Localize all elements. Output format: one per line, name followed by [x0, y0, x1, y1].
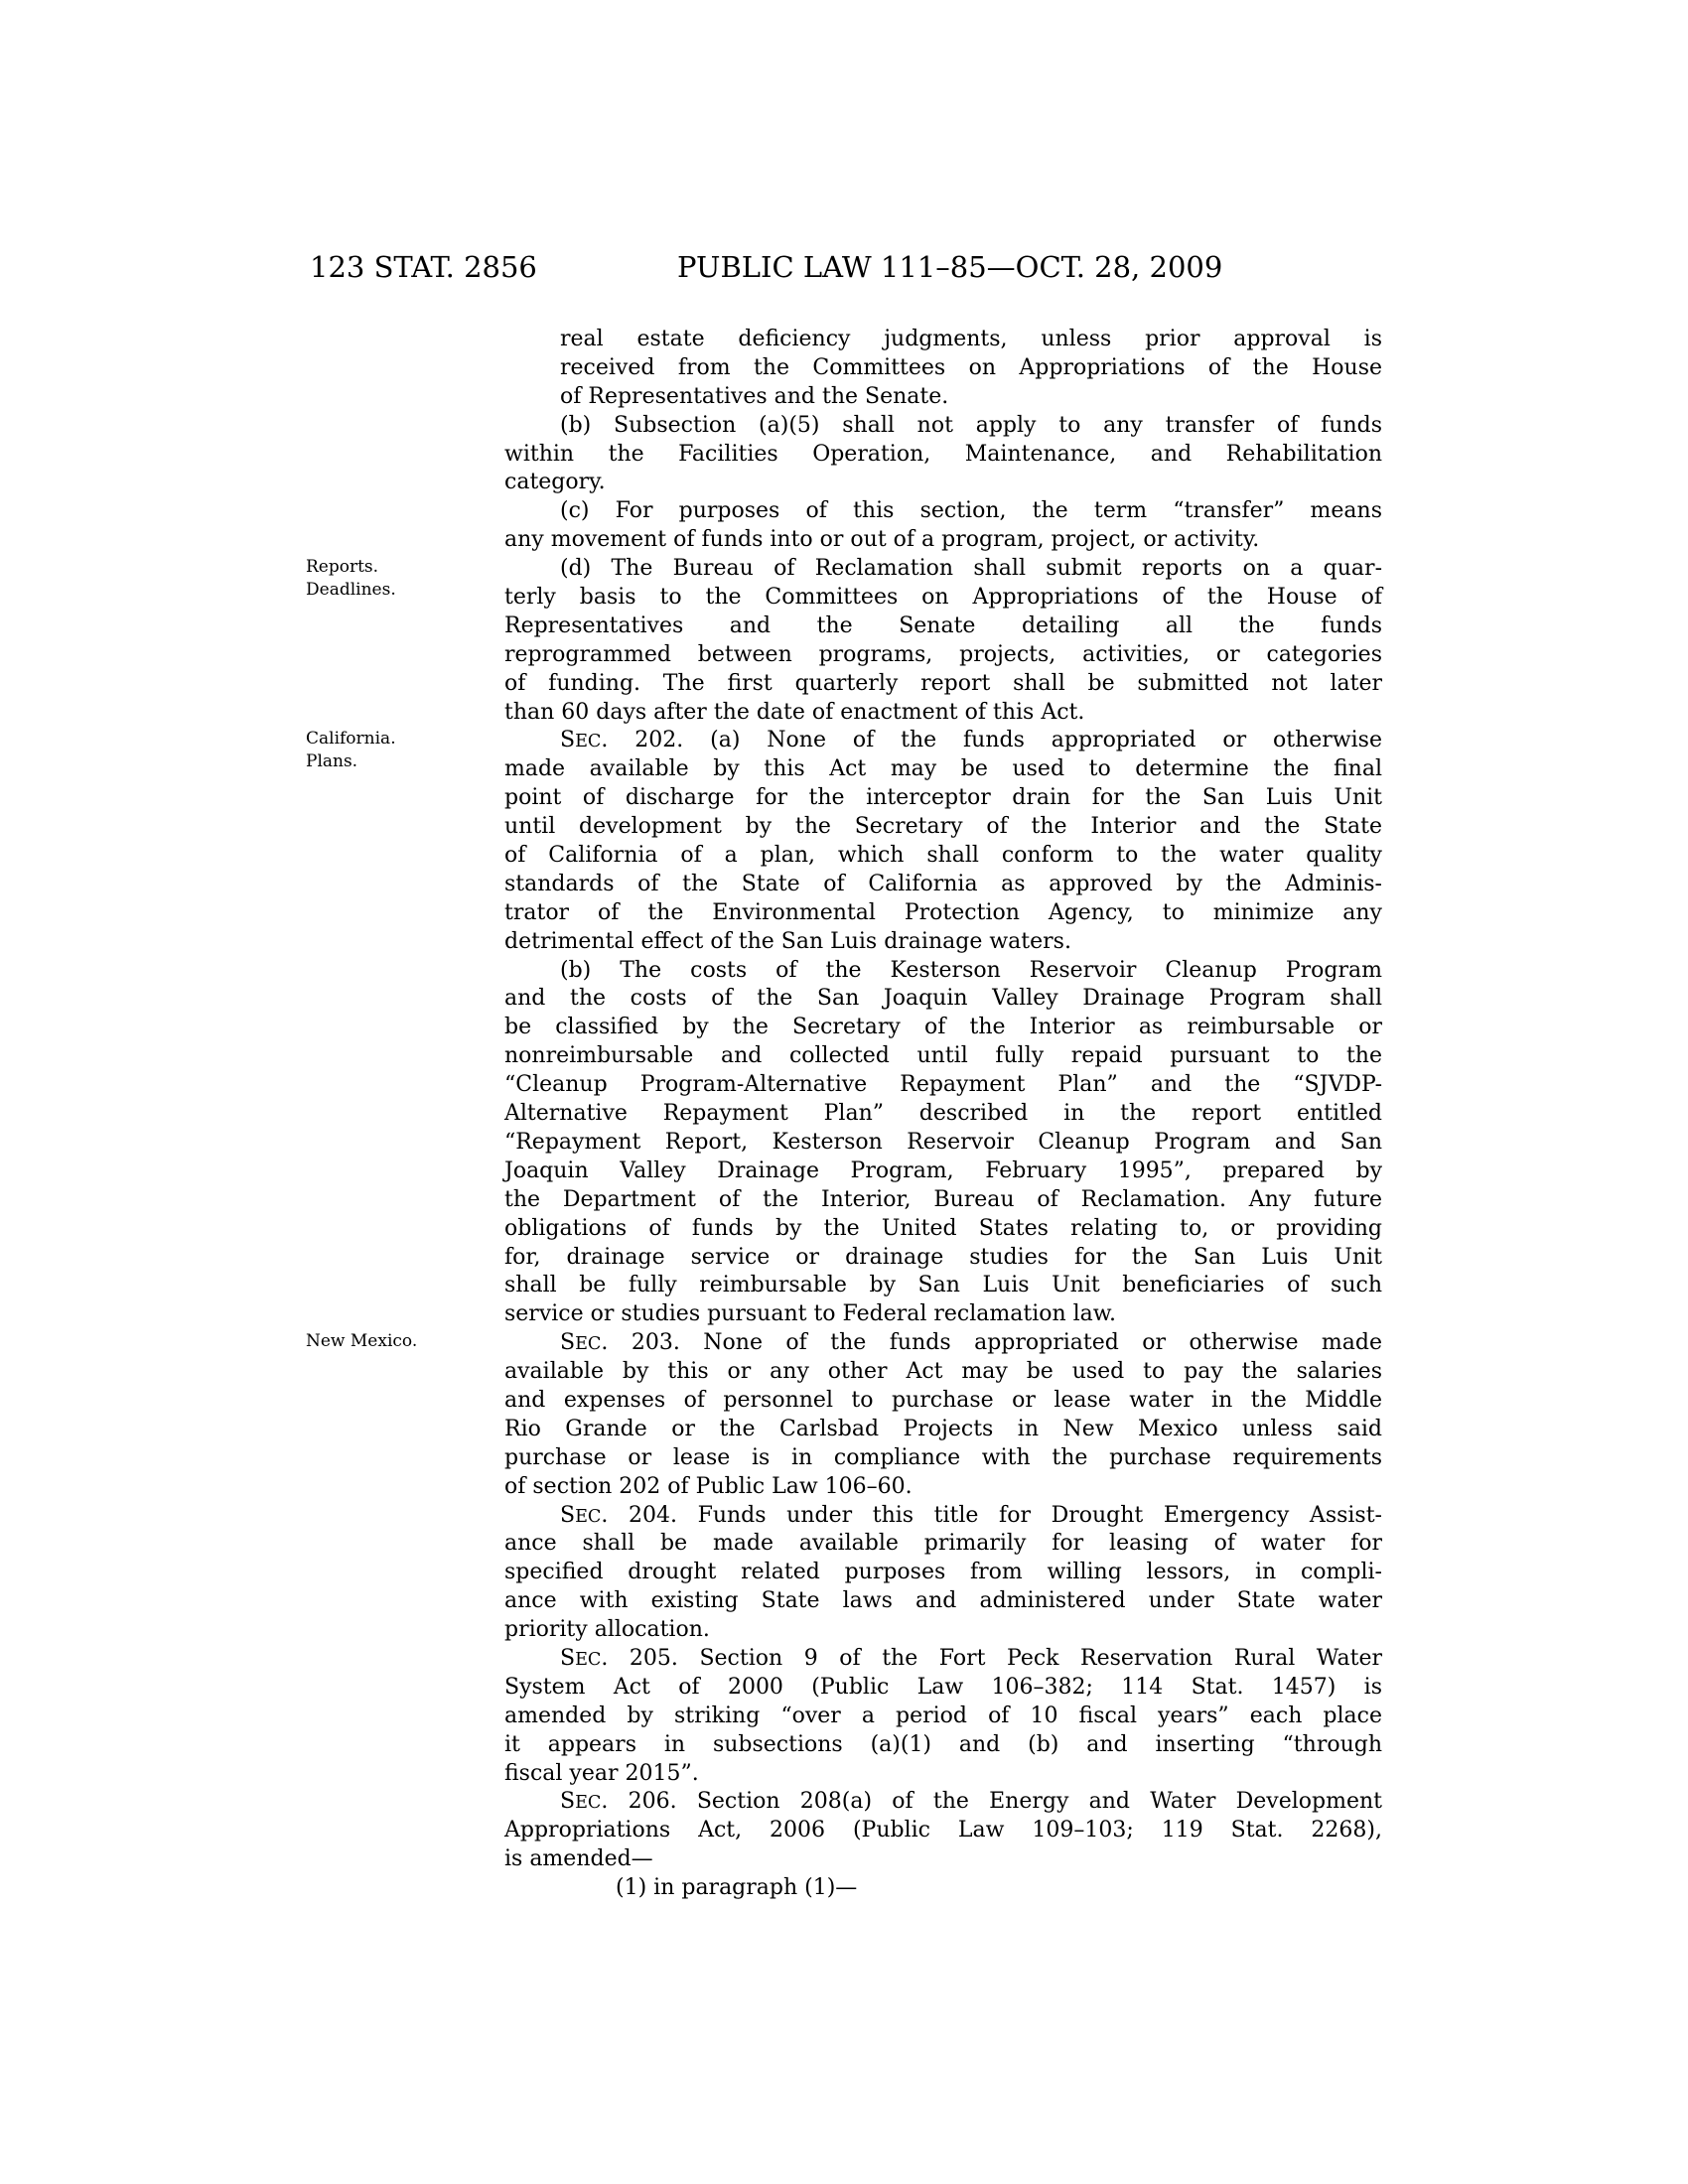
text-line: standards of the State of California as approved by the Adminis-	[504, 871, 1382, 896]
text-line: of Representatives and the Senate.	[560, 383, 949, 409]
text-line: until development by the Secretary of the Interior and the State	[504, 814, 1382, 840]
text-line: any movement of funds into or out of a program, project, or activity.	[504, 527, 1260, 553]
text-line: (1) in paragraph (1)—	[616, 1875, 858, 1901]
text-line: “Repayment Report, Kesterson Reservoir Cleanup Program and San	[504, 1129, 1382, 1155]
text-line: Appropriations Act, 2006 (Public Law 109–103; 119 Stat. 2268),	[504, 1818, 1382, 1843]
text-line: fiscal year 2015”.	[504, 1760, 699, 1786]
text-line: (d) The Bureau of Reclamation shall submit reports on a quar-	[560, 556, 1382, 582]
margin-note-california-plans	[306, 728, 499, 773]
text-line: (c) For purposes of this section, the term “transfer” means	[560, 498, 1382, 524]
text-line: shall be fully reimbursable by San Luis Unit beneficiaries of such	[504, 1273, 1382, 1298]
text-line: priority allocation.	[504, 1617, 710, 1643]
text-line: Rio Grande or the Carlsbad Projects in New Mexico unless said	[504, 1416, 1382, 1441]
text-line: of section 202 of Public Law 106–60.	[504, 1473, 913, 1499]
paragraph	[504, 957, 1382, 1330]
statute-body-text	[504, 326, 1382, 1903]
text-line: category.	[504, 470, 606, 495]
text-line: SEC. 203. None of the funds appropriated or otherwise made	[560, 1330, 1382, 1356]
text-line: ance shall be made available primarily for leasing of water for	[504, 1531, 1382, 1557]
text-line: within the Facilities Operation, Maintenance, and Rehabilitation	[504, 441, 1382, 467]
text-line: SEC. 205. Section 9 of the Fort Peck Reservation Rural Water	[560, 1645, 1382, 1671]
text-line: “Cleanup Program-Alternative Repayment Plan” and the “SJVDP-	[504, 1072, 1382, 1098]
text-line: obligations of funds by the United States relating to, or providing	[504, 1215, 1382, 1241]
text-line: for, drainage service or drainage studies for the San Luis Unit	[504, 1244, 1382, 1270]
text-line: ance with existing State laws and administered under State water	[504, 1588, 1382, 1614]
margin-note-reports-deadlines	[306, 556, 499, 602]
text-line: reprogrammed between programs, projects, activities, or categories	[504, 641, 1382, 667]
text-line: Representatives and the Senate detailing all the funds	[504, 613, 1382, 638]
text-line: trator of the Environmental Protection Agency, to minimize any	[504, 899, 1382, 925]
paragraph	[504, 1645, 1382, 1788]
stat-page-number: 123 STAT. 2856	[310, 250, 537, 284]
text-line: Alternative Repayment Plan” described in the report entitled	[504, 1101, 1382, 1127]
text-line: received from the Committees on Appropriations of the House	[560, 354, 1382, 380]
paragraph	[504, 727, 1382, 956]
text-line: of funding. The first quarterly report shall be submitted not later	[504, 670, 1382, 696]
text-line: (b) The costs of the Kesterson Reservoir Cleanup Program	[560, 957, 1382, 983]
text-line: nonreimbursable and collected until fully repaid pursuant to the	[504, 1043, 1382, 1069]
text-line: be classified by the Secretary of the Interior as reimbursable or	[504, 1015, 1382, 1040]
paragraph	[504, 326, 1382, 412]
text-line: SEC. 202. (a) None of the funds appropriated or otherwise	[560, 728, 1382, 753]
margin-note-line: Reports.	[306, 557, 379, 577]
margin-note-new-mexico	[306, 1330, 499, 1353]
text-line: detrimental effect of the San Luis drainage waters.	[504, 928, 1071, 954]
text-line: and the costs of the San Joaquin Valley Drainage Program shall	[504, 986, 1382, 1012]
text-line: it appears in subsections (a)(1) and (b) and inserting “through	[504, 1731, 1382, 1757]
margin-note-line: New Mexico.	[306, 1331, 418, 1351]
text-line: (b) Subsection (a)(5) shall not apply to any transfer of funds	[560, 412, 1382, 438]
text-line: point of discharge for the interceptor drain for the San Luis Unit	[504, 785, 1382, 811]
text-line: amended by striking “over a period of 10 fiscal years” each place	[504, 1703, 1382, 1728]
paragraph	[504, 412, 1382, 498]
text-line: specified drought related purposes from willing lessors, in compli-	[504, 1560, 1382, 1585]
paragraph	[504, 1329, 1382, 1501]
page-header	[0, 250, 1688, 290]
text-line: Joaquin Valley Drainage Program, February 1995”, prepared by	[504, 1158, 1382, 1183]
text-line: made available by this Act may be used to determine the final	[504, 756, 1382, 782]
text-line: System Act of 2000 (Public Law 106–382; 114 Stat. 1457) is	[504, 1674, 1382, 1700]
paragraph	[504, 1788, 1382, 1874]
margin-note-line: Plans.	[306, 751, 358, 771]
text-line: the Department of the Interior, Bureau of Reclamation. Any future	[504, 1186, 1382, 1212]
paragraph	[504, 1874, 1382, 1903]
text-line: SEC. 204. Funds under this title for Drought Emergency Assist-	[560, 1502, 1382, 1528]
paragraph	[504, 555, 1382, 727]
margin-note-line: California.	[306, 729, 396, 749]
text-line: purchase or lease is in compliance with the purchase requirements	[504, 1444, 1382, 1470]
text-line: than 60 days after the date of enactment of this Act.	[504, 699, 1085, 725]
paragraph	[504, 1502, 1382, 1645]
text-line: and expenses of personnel to purchase or lease water in the Middle	[504, 1387, 1382, 1413]
margin-note-line: Deadlines.	[306, 580, 396, 600]
text-line: available by this or any other Act may be used to pay the salaries	[504, 1359, 1382, 1385]
text-line: service or studies pursuant to Federal reclamation law.	[504, 1301, 1117, 1327]
text-line: of California of a plan, which shall conform to the water quality	[504, 843, 1382, 869]
public-law-heading: PUBLIC LAW 111–85—OCT. 28, 2009	[677, 250, 1223, 284]
paragraph	[504, 497, 1382, 555]
text-line: SEC. 206. Section 208(a) of the Energy and Water Development	[560, 1789, 1382, 1815]
text-line: real estate deficiency judgments, unless prior approval is	[560, 327, 1382, 351]
text-line: terly basis to the Committees on Appropriations of the House of	[504, 585, 1382, 611]
text-line: is amended—	[504, 1846, 653, 1872]
